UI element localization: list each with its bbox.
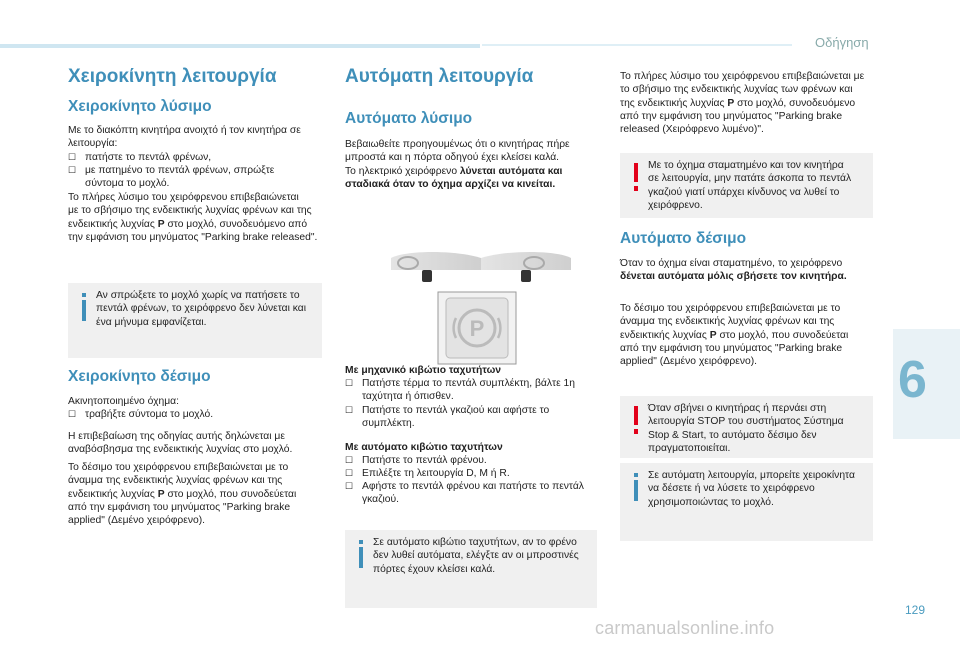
bullet-marker: ☐: [68, 152, 77, 162]
info-text: Σε αυτόματο κιβώτιο ταχυτήτων, αν το φρένο δεν λυθεί αυτόματα, ελέγξτε αν οι μπροστινές πόρτες έχουν κλείσει καλά.: [373, 537, 579, 575]
warning-icon: [630, 163, 642, 191]
manual-apply-intro: Ακινητοποιημένο όχημα:: [68, 396, 179, 407]
list-item: ☐ Πατήστε το πεντάλ γκαζιού και αφήστε το συμπλέκτη.: [345, 405, 550, 430]
watermark: carmanualsonline.info: [595, 618, 775, 638]
list-item: ☐ με πατημένο το πεντάλ φρένων, σπρώξτε σύντομα το μοχλό.: [68, 165, 275, 190]
manual-apply-confirmation: Η επιβεβαίωση της οδηγίας αυτής δηλώνεται με αναβόσβησμα της ενδεικτικής λυχνίας στο μοχλό.: [68, 431, 293, 456]
chapter-number: 6: [898, 351, 927, 409]
info-icon: [355, 540, 367, 568]
info-text: Σε αυτόματη λειτουργία, μπορείτε χειροκίνητα να δέσετε ή να λύσετε το χειρόφρενο χρησιμοποιώντας το μοχλό.: [648, 470, 855, 508]
manual-gearbox-heading: Με μηχανικό κιβώτιο ταχυτήτων: [345, 365, 502, 376]
auto-release-heading: Αυτόματο λύσιμο: [345, 110, 473, 127]
bullet-marker: ☐: [345, 378, 354, 388]
auto-apply-heading: Αυτόματο δέσιμο: [620, 230, 747, 247]
manual-mode-title: Χειροκίνητη λειτουργία: [68, 66, 277, 87]
manual-apply-heading: Χειροκίνητο δέσιμο: [68, 368, 211, 385]
info-icon: [78, 293, 90, 321]
header-rule: [482, 44, 792, 46]
info-box: [345, 530, 597, 608]
section-name: Οδήγηση: [815, 35, 869, 50]
bullet-marker: ☐: [345, 455, 354, 465]
bullet-marker: ☐: [68, 409, 77, 419]
header-accent-bar: [0, 44, 480, 48]
info-box: [68, 283, 322, 358]
warning-box: [620, 153, 873, 218]
page-number: 129: [905, 603, 926, 617]
automatic-gearbox-heading: Με αυτόματο κιβώτιο ταχυτήτων: [345, 442, 503, 453]
info-box: [620, 463, 873, 541]
info-icon: [630, 473, 642, 501]
warning-text: Με το όχημα σταματημένο και τον κινητήρα σε λειτουργία, μην πατάτε άσκοπα το πεντάλ γκαζιού γιατί υπάρχει κίνδυνος να λυθεί το χειρόφρενο.: [648, 160, 852, 211]
auto-release-confirmation: Το πλήρες λύσιμο του χειρόφρενου επιβεβαιώνεται με το σβήσιμο της ενδεικτικής λυχνίας των φρένων και της ενδεικτικής λυχνίας P στο μοχλό, συνοδευόμενο από την εμφάνιση του μηνύματος "Parking brake released (Χειρόφρενο λυμένο)".: [620, 71, 865, 136]
warning-text: Όταν σβήνει ο κινητήρας ή περνάει στη λειτουργία STOP του συστήματος Σύστημα Stop & Start, το αυτόματο δέσιμο δεν πραγματοποιείται.: [648, 403, 844, 454]
info-text: Αν σπρώξετε το μοχλό χωρίς να πατήσετε το πεντάλ φρένων, το χειρόφρενο δεν λύνεται και ένα μήνυμα εμφανίζεται.: [96, 290, 307, 328]
svg-text:P: P: [469, 316, 485, 341]
manual-release-heading: Χειροκίνητο λύσιμο: [68, 98, 212, 115]
bullet-marker: ☐: [345, 468, 354, 478]
list-item: ☐ Πατήστε τέρμα το πεντάλ συμπλέκτη, βάλτε 1η ταχύτητα ή όπισθεν.: [345, 378, 575, 403]
parking-brake-icon: [438, 292, 516, 364]
automatic-mode-title: Αυτόματη λειτουργία: [345, 66, 534, 87]
auto-release-intro: Βεβαιωθείτε προηγουμένως ότι ο κινητήρας πήρε μπροστά και η πόρτα οδηγού έχει κλείσει καλά. Το ηλεκτρικό χειρόφρενο λύνεται αυτόματα και σταδιακά όταν το όχημα αρχίζει να κινείται.: [345, 139, 570, 190]
auto-apply-confirmation: Το δέσιμο του χειρόφρενου επιβεβαιώνεται με το άναμμα της ενδεικτικής λυχνίας φρένων και της ενδεικτικής λυχνίας P στο μοχλό, που συνοδεύεται από την εμφάνιση του μηνύματος "Parking brake applied" (Δεμένο χειρόφρενο).: [620, 303, 849, 368]
bullet-marker: ☐: [345, 481, 354, 491]
bullet-marker: ☐: [68, 165, 77, 175]
manual-release-intro: Με το διακόπτη κινητήρα ανοιχτό ή τον κινητήρα σε λειτουργία:: [68, 125, 301, 150]
warning-box: [620, 396, 873, 458]
auto-apply-intro: Όταν το όχημα είναι σταματημένο, το χειρόφρενο δένεται αυτόματα μόλις σβήσετε τον κινητήρα.: [620, 258, 847, 283]
brake-illustration: [386, 240, 576, 380]
manual-release-confirmation: Το πλήρες λύσιμο του χειρόφρενου επιβεβαιώνεται με το σβήσιμο της ενδεικτικής λυχνίας φρένων και της ενδεικτικής λυχνίας P στο μοχλό, συνοδευόμενο από την εμφάνιση του μηνύματος "Parking brake released".: [68, 192, 318, 243]
warning-icon: [630, 406, 642, 434]
bullet-marker: ☐: [345, 405, 354, 415]
manual-apply-details: Το δέσιμο του χειρόφρενου επιβεβαιώνεται με το άναμμα της ενδεικτικής λυχνίας φρένων και της ενδεικτικής λυχνίας P στο μοχλό, που συνοδεύεται από την εμφάνιση του μηνύματος "Parking brake applied" (Δεμένο χειρόφρενο).: [68, 462, 297, 527]
list-item: ☐ Αφήστε το πεντάλ φρένου και πατήστε το πεντάλ γκαζιού.: [345, 481, 584, 506]
